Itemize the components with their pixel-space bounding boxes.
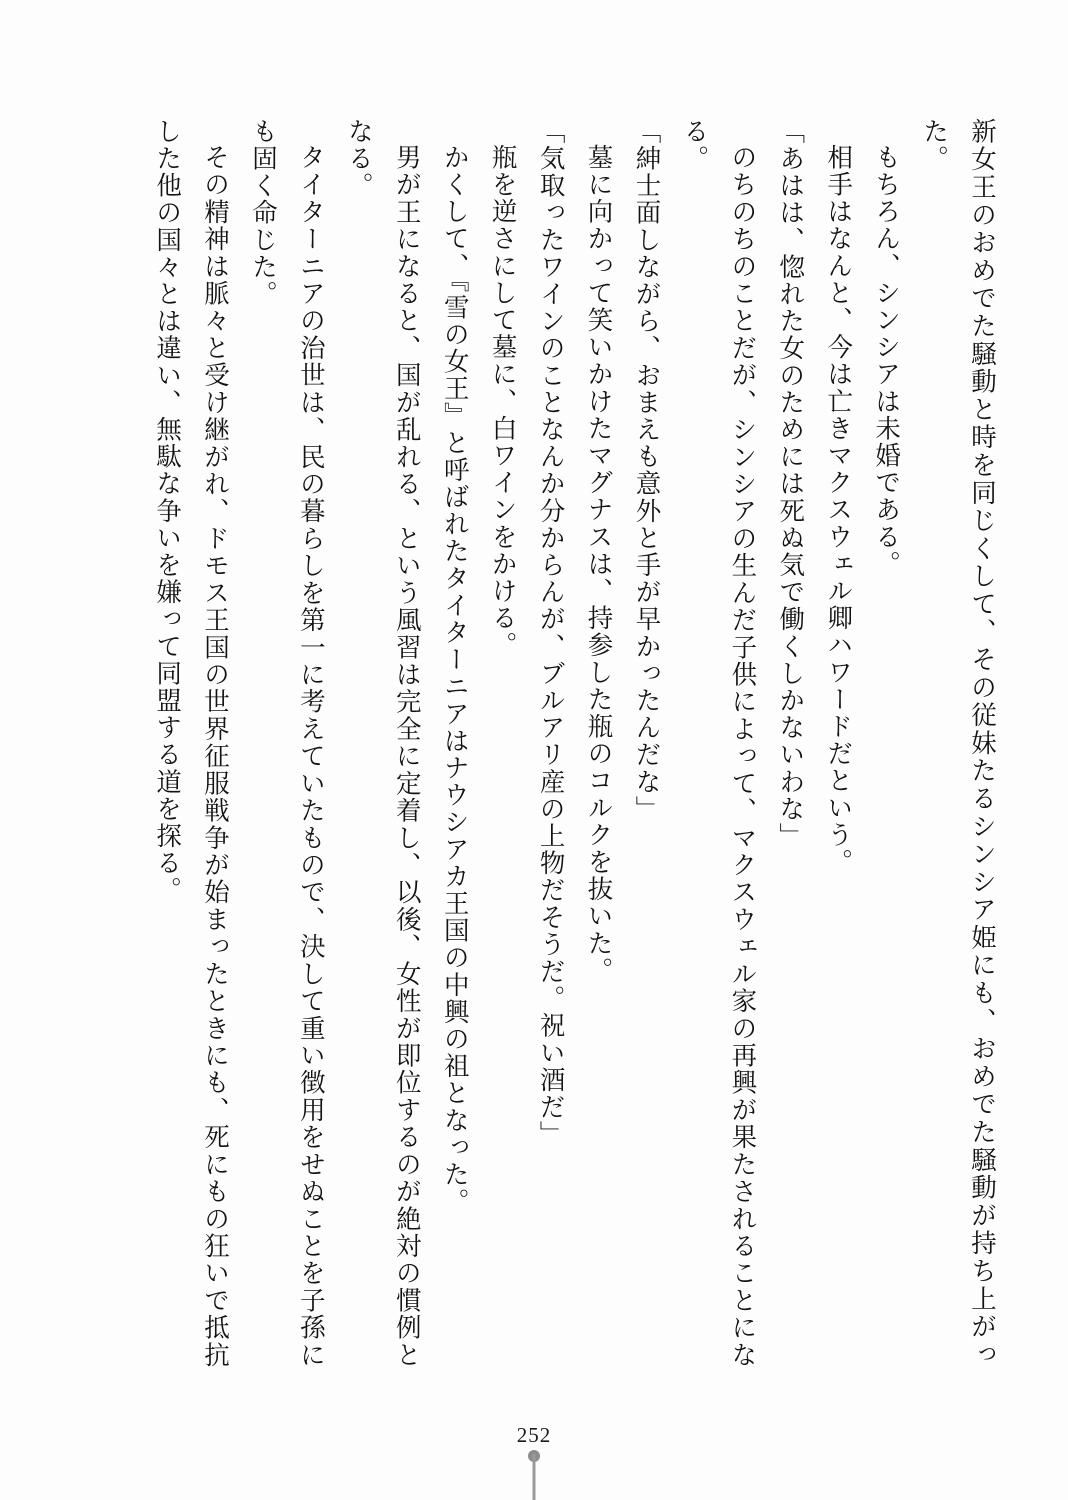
body-text: [126, 118, 1006, 1368]
paragraph: 新女王のおめでた騒動と時を同じくして、その従妹たるシンシア姫にも、おめでた騒動が持ち上がった。: [920, 118, 997, 1368]
paragraph: 「あはは、惚れた女のためには死ぬ気で働くしかないわな」: [776, 118, 806, 850]
paragraph: かくして、『雪の女王』と呼ばれたタイターニアはナウシアカ王国の中興の祖となった。: [440, 143, 470, 1215]
paragraph: 瓶を逆さにして墓に、白ワインをかける。: [488, 143, 518, 659]
paragraph: タイターニアの治世は、民の暮らしを第一に考えていたもので、決して重い徴用をせぬことを子孫にも固く命じた。: [248, 118, 326, 1368]
paragraph: 「気取ったワインのことなんか分からんが、ブルアリ産の上物だそうだ。祝い酒だ」: [536, 118, 566, 1148]
paragraph: その精神は脈々と受け継がれ、ドモス王国の世界征服戦争が始まったときにも、死にもの狂いで抵抗した他の国々とは違い、無駄な争いを嫌って同盟する道を探る。: [153, 118, 230, 1368]
paragraph: 男が王になると、国が乱れる、という風習は完全に定着し、以後、女性が即位するのが絶対の慣例となる。: [344, 118, 422, 1368]
paragraph: 「紳士面しながら、おまえも意外と手が早かったんだな」: [632, 118, 662, 823]
paragraph: のちのちのことだが、シンシアの生んだ子供によって、マクスウェル家の再興が果たされることになる。: [680, 118, 758, 1368]
paragraph: 相手はなんと、今は亡きマクスウェル卿ハワードだという。: [824, 143, 854, 876]
paragraph: 墓に向かって笑いかけたマグナスは、持参した瓶のコルクを抜いた。: [584, 143, 614, 984]
footer-rule-ornament: [533, 1454, 536, 1500]
page-number: 252: [516, 1423, 552, 1447]
paragraph: もちろん、シンシアは未婚である。: [872, 143, 902, 578]
